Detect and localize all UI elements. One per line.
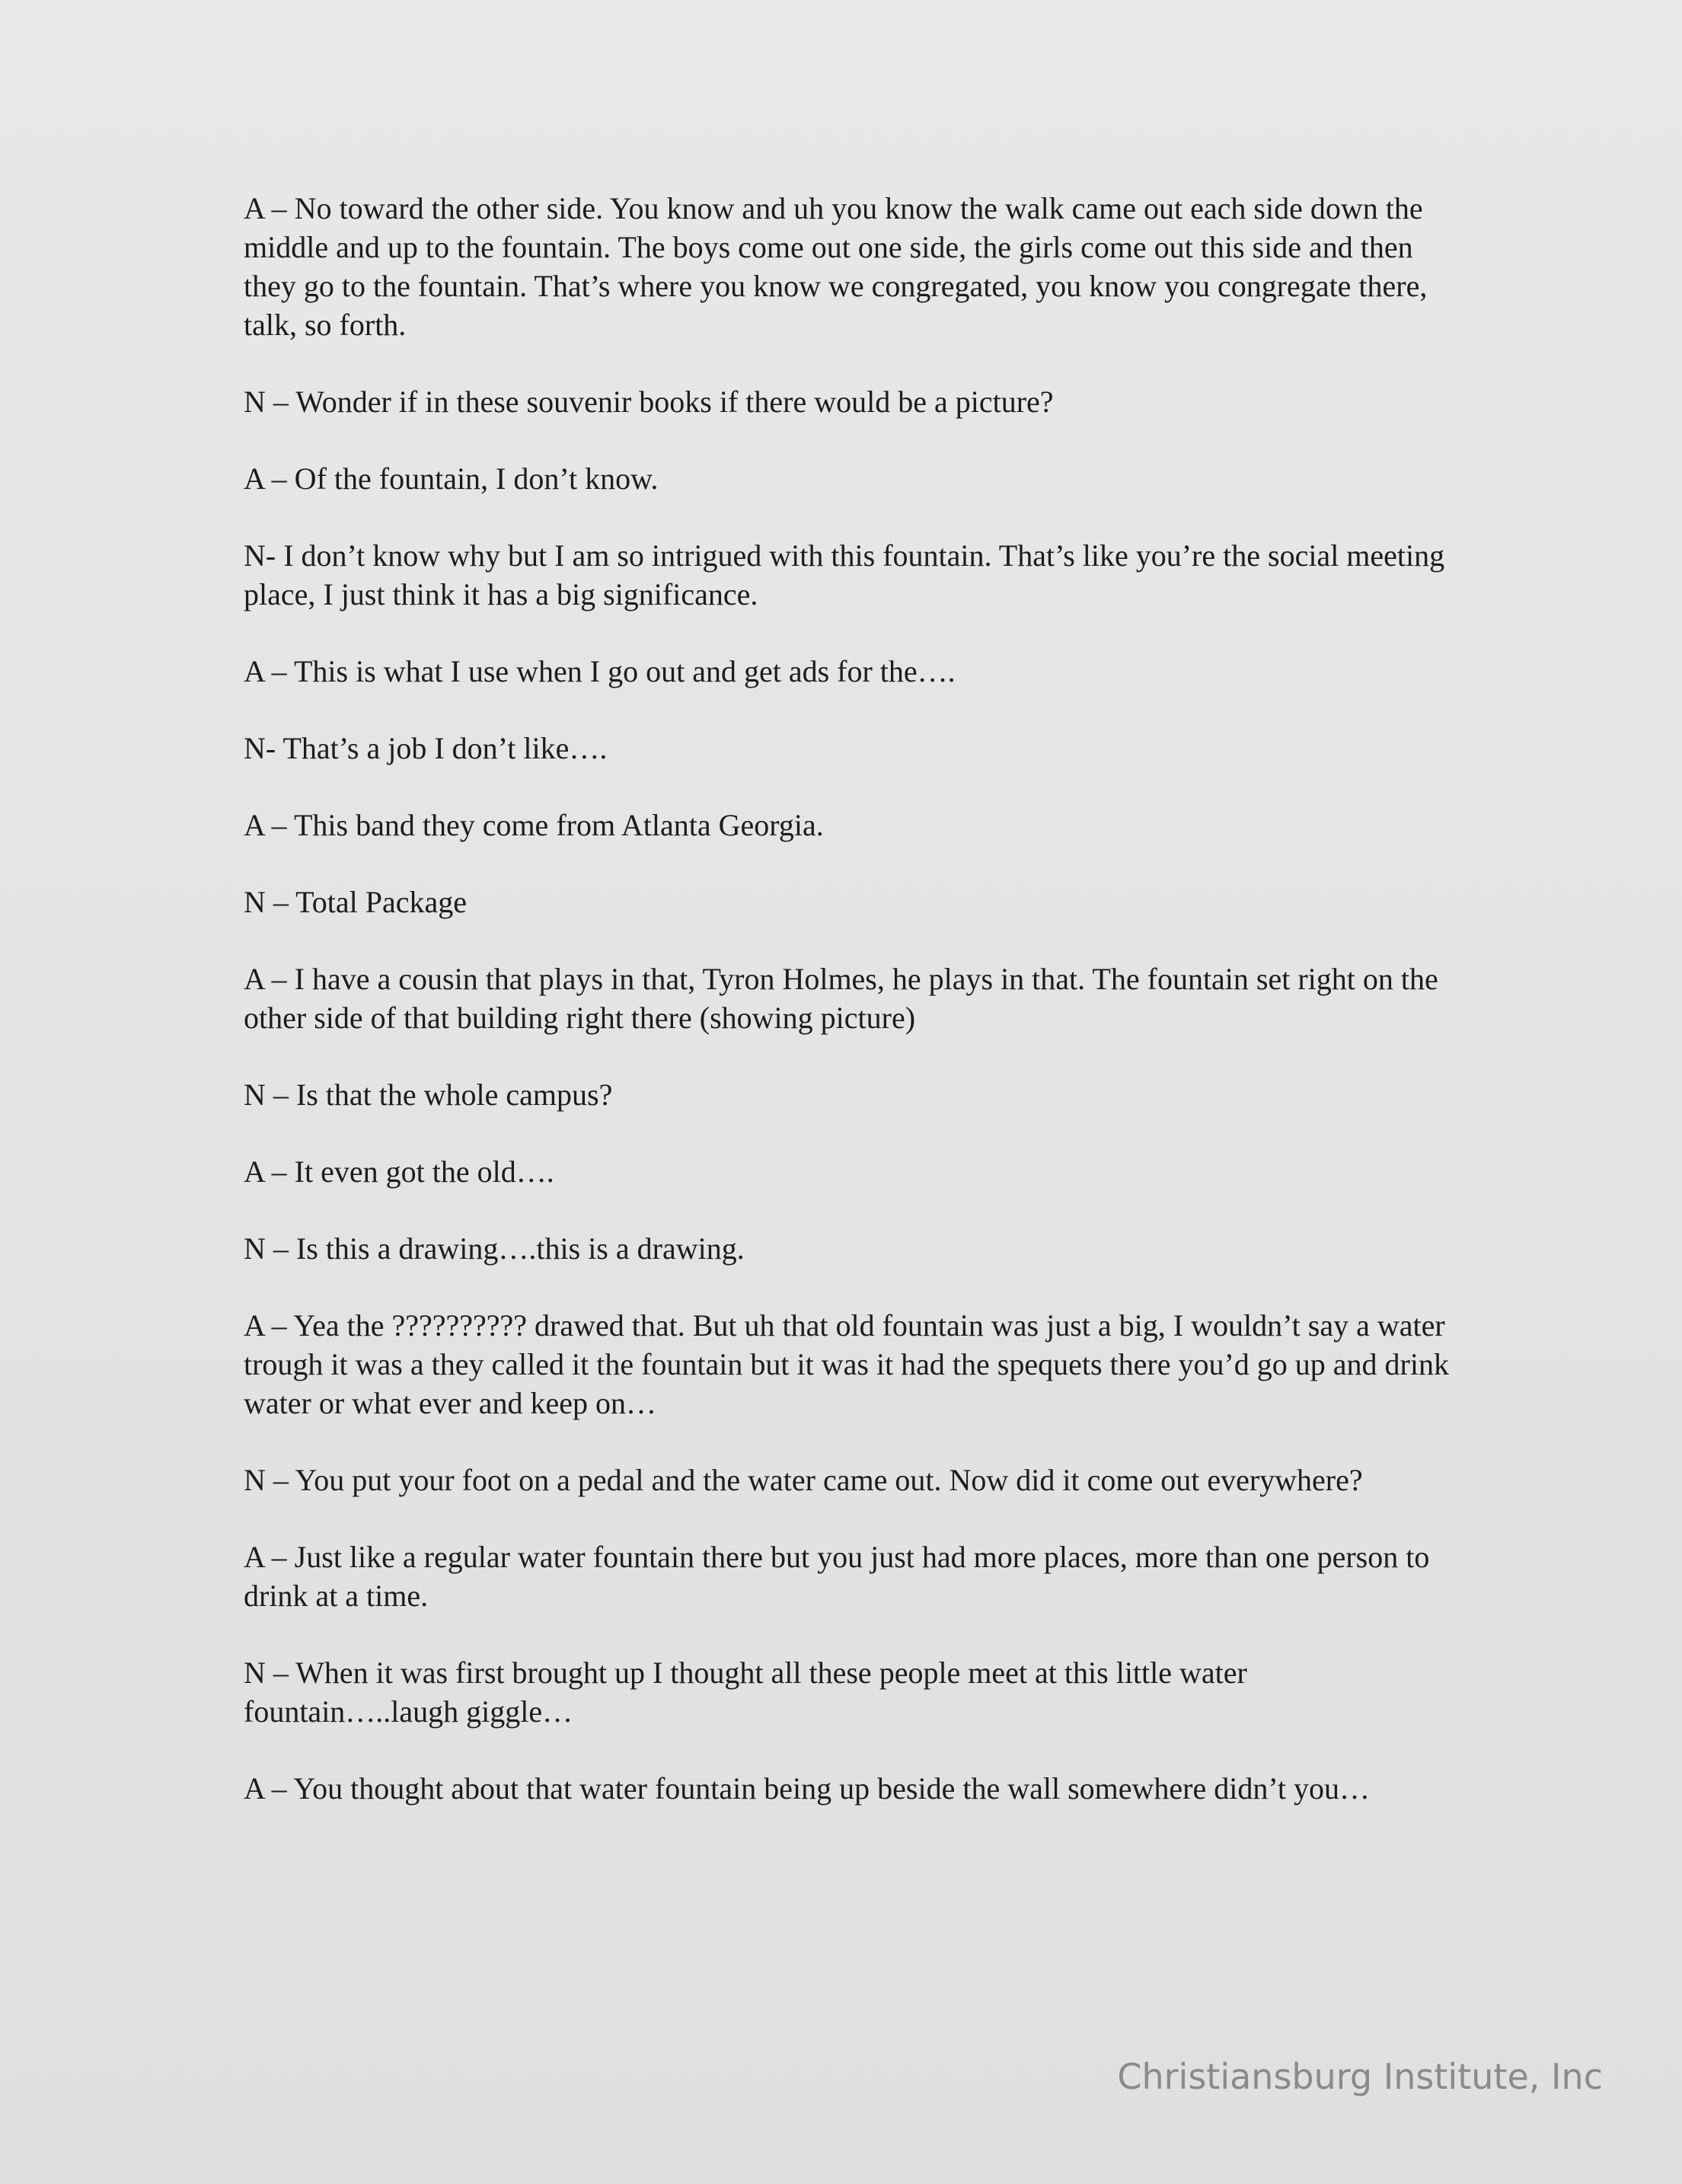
transcript-paragraph: N – Is this a drawing….this is a drawing. — [244, 1231, 745, 1266]
transcript-body — [244, 189, 1462, 1846]
transcript-paragraph: A – Yea the ?????????? drawed that. But uh that old fountain was just a big, I wouldn’t say a water trough it was a they called it the fountain but it was it had the spequets there you’d go up and drink water or what ever and keep on… — [244, 1308, 1449, 1420]
transcript-paragraph: A – Of the fountain, I don’t know. — [244, 461, 659, 496]
transcript-paragraph: A – Just like a regular water fountain there but you just had more places, more than one person to drink at a time. — [244, 1540, 1430, 1613]
transcript-paragraph: N – Total Package — [244, 885, 468, 919]
transcript-paragraph: N – When it was first brought up I thought all these people meet at this little water fountain…..laugh giggle… — [244, 1656, 1247, 1729]
transcript-paragraph: N- I don’t know why but I am so intrigued with this fountain. That’s like you’re the social meeting place, I just think it has a big significance. — [244, 538, 1445, 611]
transcript-paragraph: A – It even got the old…. — [244, 1154, 554, 1189]
transcript-paragraph: A – You thought about that water fountain being up beside the wall somewhere didn’t you… — [244, 1771, 1371, 1806]
transcript-paragraph: N – Is that the whole campus? — [244, 1078, 613, 1112]
transcript-paragraph: A – This band they come from Atlanta Georgia. — [244, 808, 824, 842]
transcript-paragraph: N – Wonder if in these souvenir books if there would be a picture? — [244, 385, 1054, 419]
transcript-paragraph: A – No toward the other side. You know and uh you know the walk came out each side down the middle and up to the fountain. The boys come out one side, the girls come out this side and then they go to the fountain. That’s where you know we congregated, you know you congregate there, talk, so forth. — [244, 191, 1428, 342]
transcript-paragraph: A – I have a cousin that plays in that, Tyron Holmes, he plays in that. The fountain set right on the other side of that building right there (showing picture) — [244, 962, 1438, 1035]
transcript-paragraph: N – You put your foot on a pedal and the water came out. Now did it come out everywhere? — [244, 1463, 1363, 1497]
transcript-paragraph: A – This is what I use when I go out and get ads for the…. — [244, 654, 956, 688]
watermark-text: Christiansburg Institute, Inc — [1117, 2056, 1603, 2097]
transcript-paragraph: N- That’s a job I don’t like…. — [244, 731, 608, 765]
